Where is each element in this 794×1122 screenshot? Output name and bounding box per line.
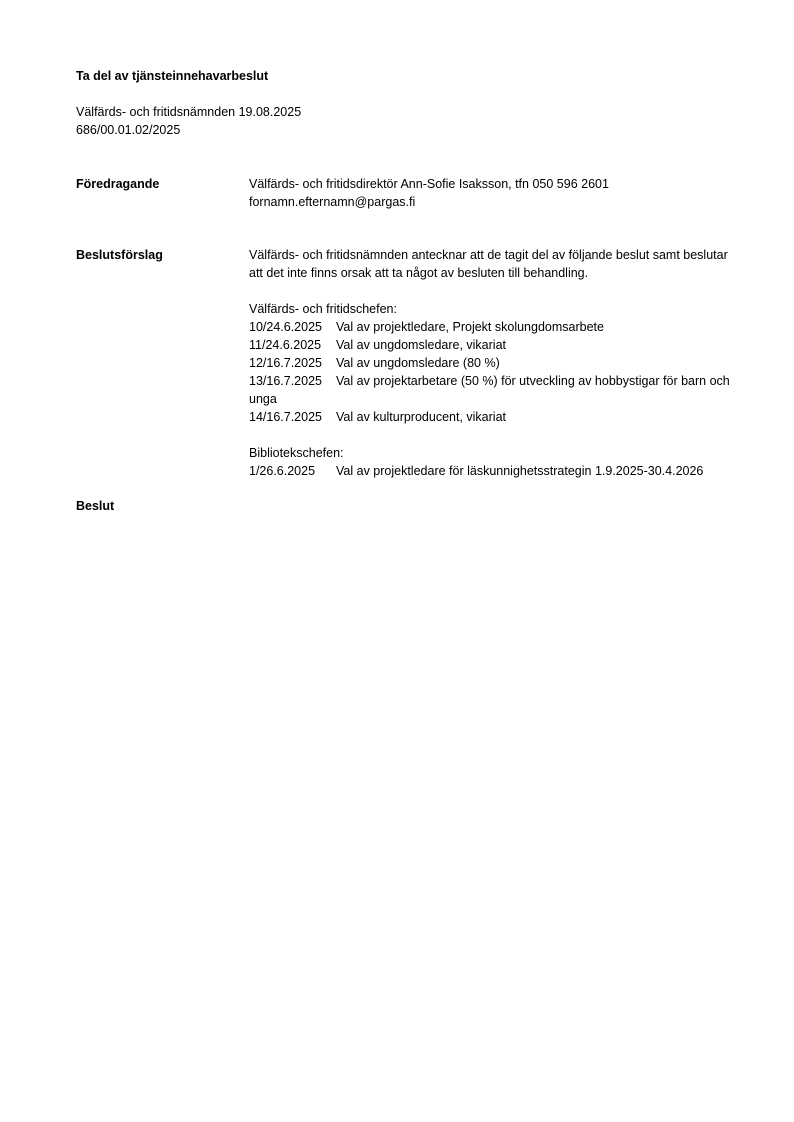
decision-label: Beslut	[76, 499, 115, 513]
decision-number: 11/24.6.2025	[249, 338, 322, 352]
proposal-content	[249, 246, 731, 480]
proposal-intro: Välfärds- och fritidsnämnden antecknar att de tagit del av följande beslut samt beslutar att det inte finns orsak att ta något av besluten till behandling.	[249, 248, 728, 280]
decision-group	[249, 300, 731, 426]
presenter-label: Föredragande	[76, 177, 160, 191]
decision-text: Val av kulturproducent, vikariat	[336, 410, 506, 424]
decision-number: 10/24.6.2025	[249, 320, 322, 334]
decision-group	[249, 444, 731, 480]
decision-group-heading: Välfärds- och fritidschefen:	[249, 302, 397, 316]
meeting-line: Välfärds- och fritidsnämnden 19.08.2025	[76, 105, 302, 119]
decision-item	[249, 318, 731, 336]
decision-number: 12/16.7.2025	[249, 356, 322, 370]
presenter-name: Välfärds- och fritidsdirektör Ann-Sofie Isaksson, tfn 050 596 2601	[249, 177, 609, 191]
decision-item	[249, 462, 731, 480]
decision-item	[249, 372, 731, 408]
decision-number: 1/26.6.2025	[249, 464, 316, 478]
decision-text: Val av projektledare för läskunnighetsstrategin 1.9.2025-30.4.2026	[336, 464, 704, 478]
decision-number: 14/16.7.2025	[249, 410, 322, 424]
presenter-email: fornamn.efternamn@pargas.fi	[249, 195, 416, 209]
decision-text: Val av projektledare, Projekt skolungdomsarbete	[336, 320, 604, 334]
presenter-content	[249, 175, 749, 211]
document-title: Ta del av tjänsteinnehavarbeslut	[76, 69, 269, 83]
decision-text: Val av ungdomsledare (80 %)	[336, 356, 500, 370]
decision-text: Val av ungdomsledare, vikariat	[336, 338, 506, 352]
decision-item	[249, 354, 731, 372]
proposal-label: Beslutsförslag	[76, 248, 163, 262]
decision-item	[249, 336, 731, 354]
decision-item-wrap	[249, 372, 731, 408]
document-meta	[76, 103, 301, 139]
diary-number: 686/00.01.02/2025	[76, 123, 181, 137]
decision-item	[249, 408, 731, 426]
decision-number: 13/16.7.2025	[249, 374, 322, 388]
proposal-intro-paragraph	[249, 246, 731, 282]
decision-group-heading: Bibliotekschefen:	[249, 446, 344, 460]
decision-text: Val av projektarbetare (50 %) för utveckling av hobbystigar för barn och unga	[249, 374, 730, 406]
